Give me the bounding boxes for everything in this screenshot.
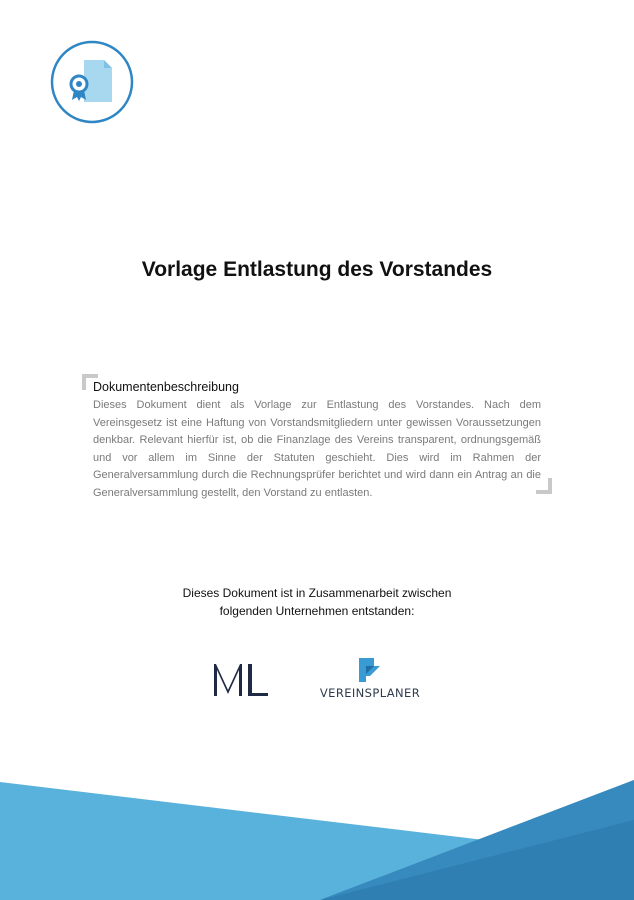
corner-bracket-bottom-right [530,472,552,494]
footer-wave-decoration [0,770,634,900]
vereinsplaner-flag-icon [356,656,382,682]
collaboration-note [0,584,634,620]
certificate-document-icon [50,40,134,124]
collaboration-line-2: folgenden Unternehmen entstanden: [219,604,415,618]
collaboration-line-1: Dieses Dokument ist in Zusammenarbeit zwischen [182,586,452,600]
vereinsplaner-wordmark: VEREINSPLANER [319,686,421,700]
ml-logo [212,660,270,698]
document-title: Vorlage Entlastung des Vorstandes [141,258,493,281]
description-text: Dieses Dokument dient als Vorlage zur Entlastung des Vorstandes. Nach dem Vereinsgesetz ist eine Haftung von Vorstandsmitgliedern unter gewissen Voraussetzungen denkbar. Relevant hierfür ist, ob die Finanzlage des Vereins transparent, ordnungsgemäß und vor allem im Sinne der Statuten geschieht. Dies wird im Rahmen der Generalversammlung durch die Rechnungsprüfer berichtet und wird dann ein Antrag an die Generalversammlung gestellt, den Vorstand zu entlasten. [93,399,541,499]
vereinsplaner-logo [318,656,422,706]
description-heading: Dokumentenbeschreibung [93,380,239,394]
description-box [82,374,552,499]
